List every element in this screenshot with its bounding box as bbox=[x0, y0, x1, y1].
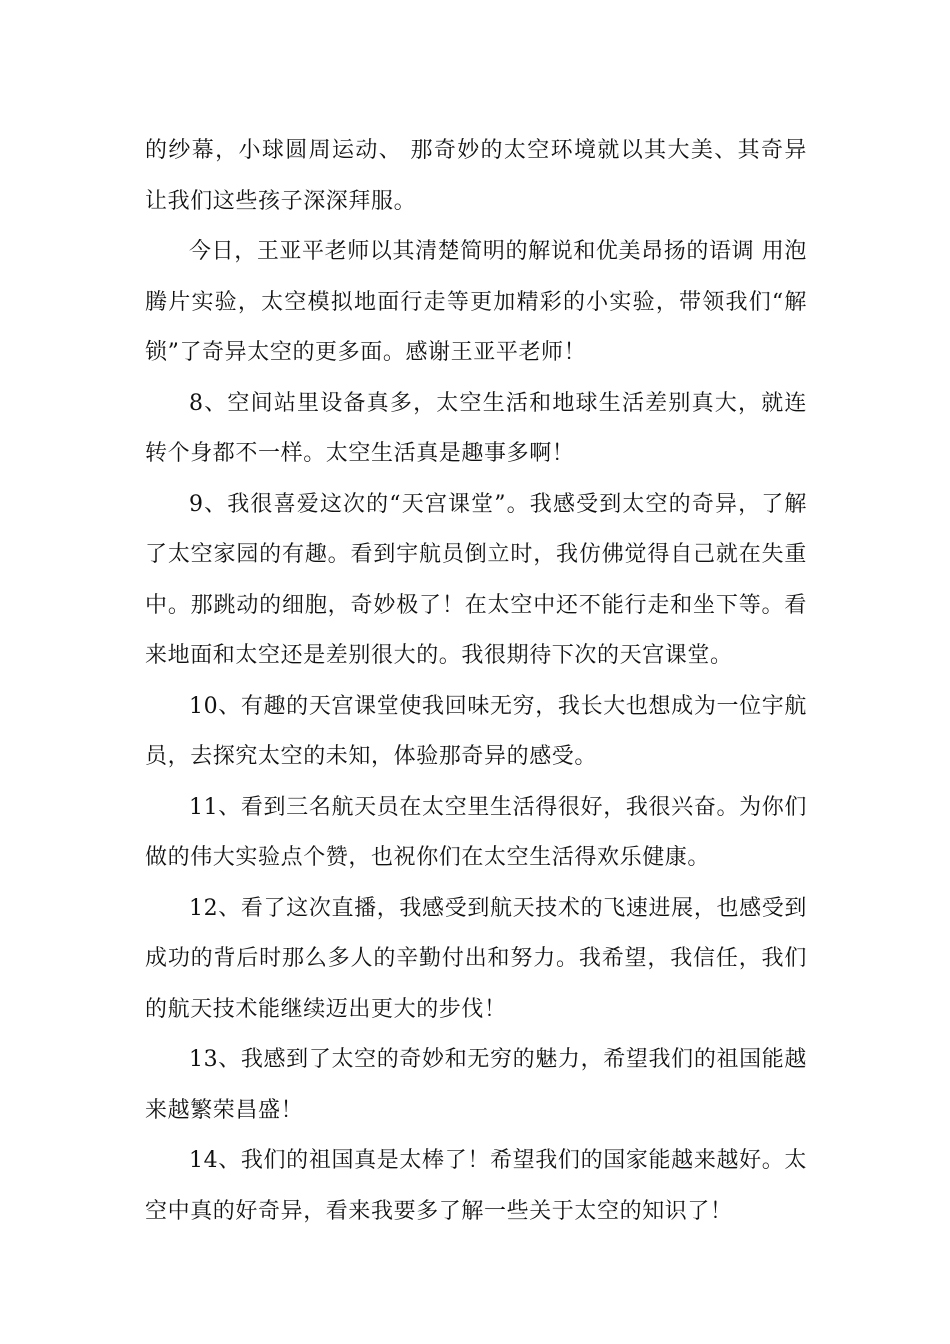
paragraph: 13、我感到了太空的奇妙和无穷的魅力，希望我们的祖国能越来越繁荣昌盛！ bbox=[145, 1047, 807, 1123]
paragraph: 10、有趣的天宫课堂使我回味无穷，我长大也想成为一位宇航员，去探究太空的未知，体验那奇异的感受。 bbox=[145, 693, 807, 769]
paragraph: 11、看到三名航天员在太空里生活得很好，我很兴奋。为你们做的伟大实验点个赞，也祝你们在太空生活得欢乐健康。 bbox=[145, 794, 807, 870]
paragraph: 12、看了这次直播，我感受到航天技术的飞速进展，也感受到成功的背后时那么多人的辛勤付出和努力。我希望，我信任，我们的航天技术能继续迈出更大的步伐！ bbox=[145, 895, 807, 1022]
paragraph: 9、我很喜爱这次的“天宫课堂”。我感受到太空的奇异，了解了太空家园的有趣。看到宇航员倒立时，我仿佛觉得自己就在失重中。那跳动的细胞，奇妙极了！在太空中还不能行走和坐下等。看来地面和太空还是差别很大的。我很期待下次的天宫课堂。 bbox=[145, 491, 807, 668]
document-body bbox=[145, 126, 807, 1237]
paragraph: 的纱幕，小球圆周运动、 那奇妙的太空环境就以其大美、其奇异让我们这些孩子深深拜服。 bbox=[145, 138, 807, 214]
paragraph: 14、我们的祖国真是太棒了！希望我们的国家能越来越好。太空中真的好奇异，看来我要多了解一些关于太空的知识了！ bbox=[145, 1148, 807, 1224]
paragraph: 8、空间站里设备真多，太空生活和地球生活差别真大，就连转个身都不一样。太空生活真是趣事多啊！ bbox=[145, 390, 807, 466]
paragraph: 今日，王亚平老师以其清楚简明的解说和优美昂扬的语调 用泡腾片实验，太空模拟地面行走等更加精彩的小实验，带领我们“解锁”了奇异太空的更多面。感谢王亚平老师！ bbox=[145, 239, 807, 365]
